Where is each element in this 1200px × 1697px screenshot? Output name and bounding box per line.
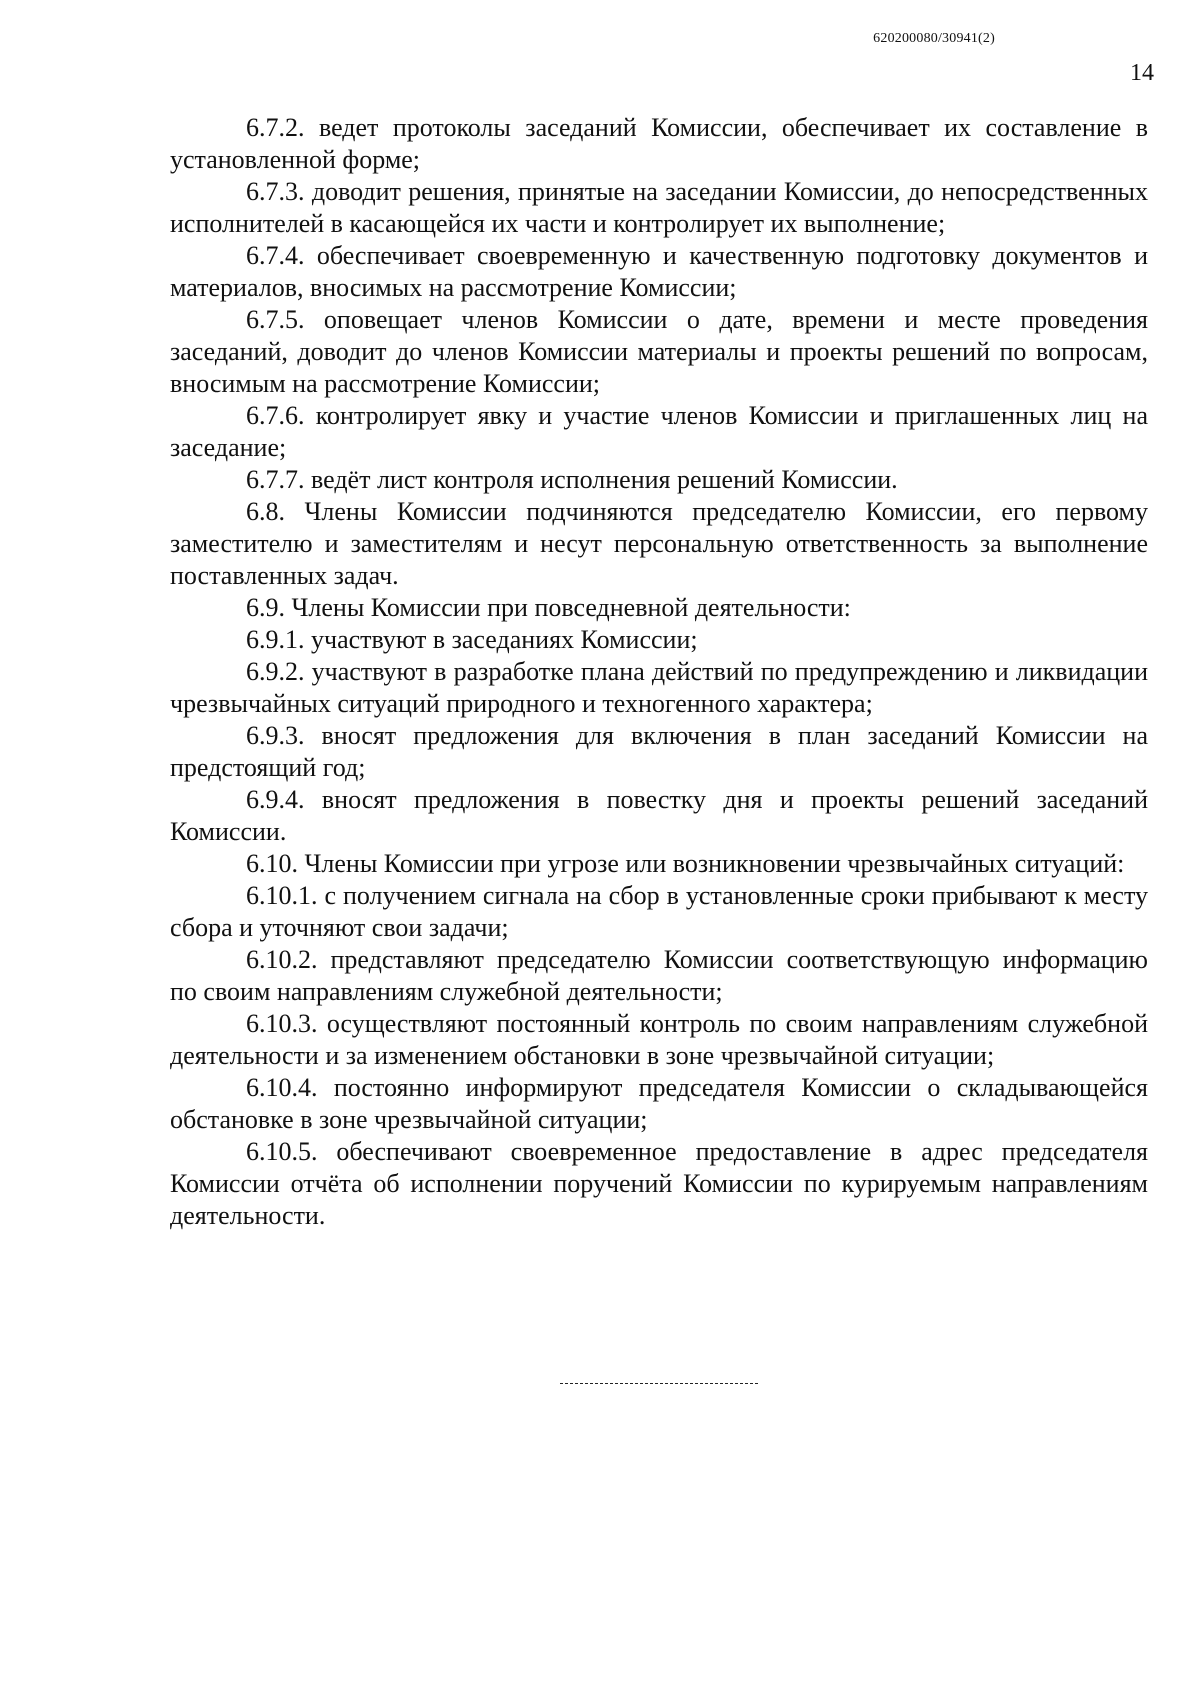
paragraph-6-7-4: 6.7.4. обеспечивает своевременную и качественную подготовку документов и материалов, вносимых на рассмотрение Комиссии; xyxy=(170,241,1148,302)
paragraph-6-9-3: 6.9.3. вносят предложения для включения в план заседаний Комиссии на предстоящий год; xyxy=(170,721,1148,782)
paragraph-6-10-3: 6.10.3. осуществляют постоянный контроль по своим направлениям служебной деятельности и за изменением обстановки в зоне чрезвычайной ситуации; xyxy=(170,1009,1148,1070)
paragraph-6-10-2: 6.10.2. представляют председателю Комиссии соответствующую информацию по своим направлениям служебной деятельности; xyxy=(170,945,1148,1006)
paragraph-6-7-5: 6.7.5. оповещает членов Комиссии о дате, времени и месте проведения заседаний, доводит до членов Комиссии материалы и проекты решений по вопросам, вносимым на рассмотрение Комиссии; xyxy=(170,305,1148,398)
paragraph-6-7-3: 6.7.3. доводит решения, принятые на заседании Комиссии, до непосредственных исполнителей в касающейся их части и контролирует их выполнение; xyxy=(170,177,1148,238)
paragraph-6-9: 6.9. Члены Комиссии при повседневной деятельности: xyxy=(246,593,851,622)
paragraph-6-9-4: 6.9.4. вносят предложения в повестку дня и проекты решений заседаний Комиссии. xyxy=(170,785,1148,846)
document-body xyxy=(170,112,1148,1232)
page-number: 14 xyxy=(1130,60,1154,86)
paragraph-6-7-2: 6.7.2. ведет протоколы заседаний Комиссии, обеспечивает их составление в установленной форме; xyxy=(170,113,1148,174)
paragraph-6-7-7: 6.7.7. ведёт лист контроля исполнения решений Комиссии. xyxy=(246,465,898,494)
paragraph-6-8: 6.8. Члены Комиссии подчиняются председателю Комиссии, его первому заместителю и заместителям и несут персональную ответственность за выполнение поставленных задач. xyxy=(170,497,1148,590)
end-of-text-divider xyxy=(560,1383,758,1384)
paragraph-6-10-5: 6.10.5. обеспечивают своевременное предоставление в адрес председателя Комиссии отчёта об исполнении поручений Комиссии по курируемым направлениям деятельности. xyxy=(170,1137,1148,1230)
paragraph-6-9-2: 6.9.2. участвуют в разработке плана действий по предупреждению и ликвидации чрезвычайных ситуаций природного и техногенного характера; xyxy=(170,657,1148,718)
paragraph-6-10-4: 6.10.4. постоянно информируют председателя Комиссии о складывающейся обстановке в зоне чрезвычайной ситуации; xyxy=(170,1073,1148,1134)
paragraph-6-9-1: 6.9.1. участвуют в заседаниях Комиссии; xyxy=(246,625,698,654)
document-id: 620200080/30941(2) xyxy=(873,31,995,46)
paragraph-6-7-6: 6.7.6. контролирует явку и участие членов Комиссии и приглашенных лиц на заседание; xyxy=(170,401,1148,462)
paragraph-6-10: 6.10. Члены Комиссии при угрозе или возникновении чрезвычайных ситуаций: xyxy=(246,849,1125,878)
paragraph-6-10-1: 6.10.1. с получением сигнала на сбор в установленные сроки прибывают к месту сбора и уточняют свои задачи; xyxy=(170,881,1148,942)
